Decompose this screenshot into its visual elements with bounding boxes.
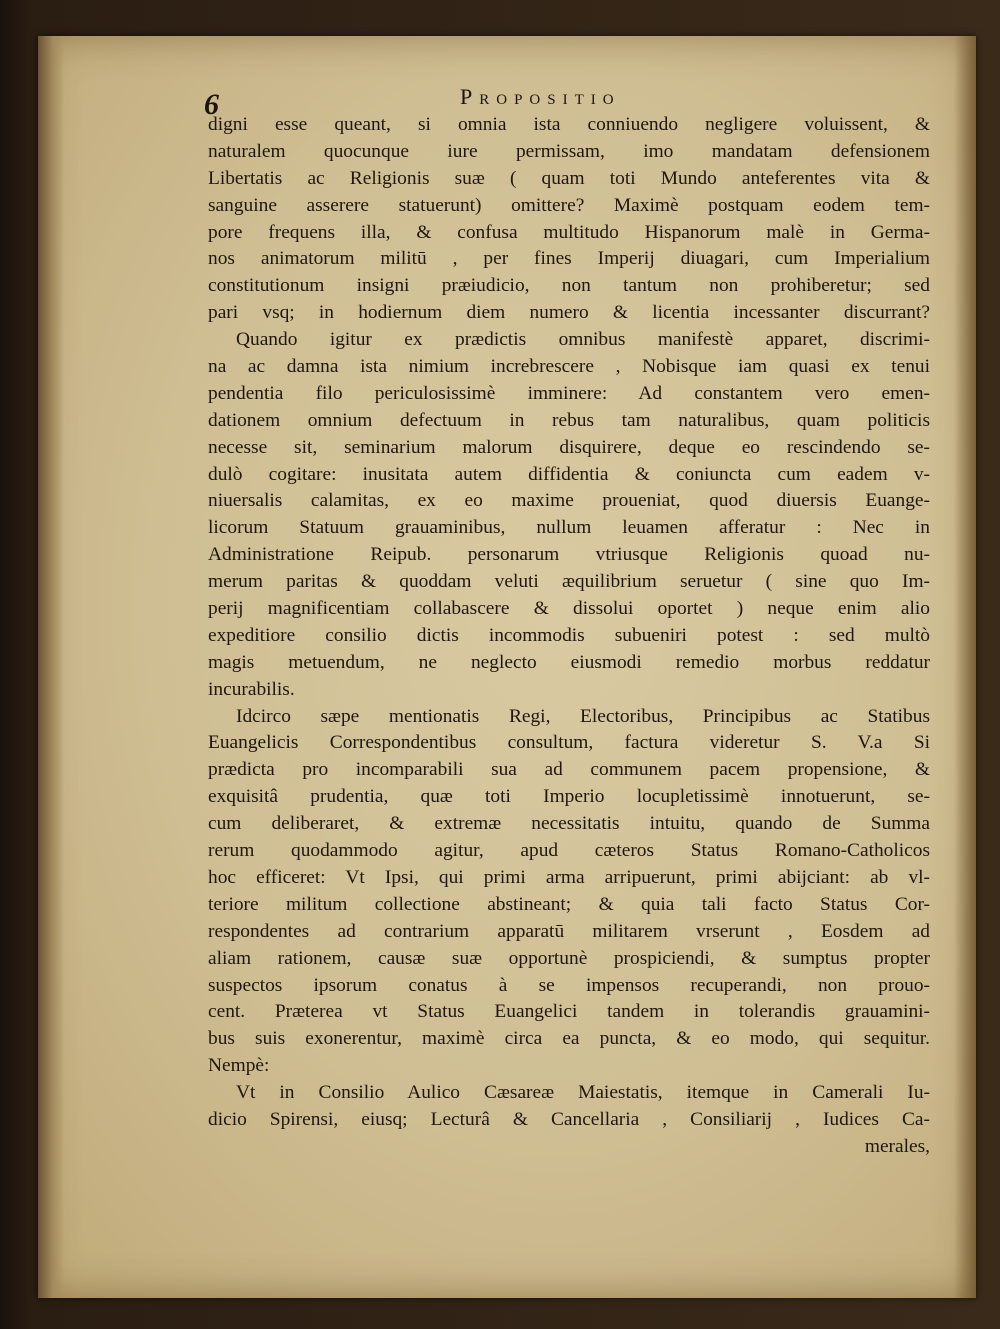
- text-line: expeditiore consilio dictis incommodis subueniri potest : sed multò: [208, 624, 930, 646]
- text-line: dationem omnium defectuum in rebus tam naturalibus, quam politicis: [208, 409, 930, 431]
- page-gutter-shadow: [38, 36, 64, 1298]
- text-line: pendentia filo periculosissimè imminere: Ad constantem vero emen-: [208, 382, 930, 404]
- text-line: perij magnificentiam collabascere & dissolui oportet ) neque enim alio: [208, 598, 930, 620]
- text-line: dicio Spirensi, eiusq; Lecturâ & Cancellaria , Consiliarij , Iudices Ca-: [208, 1108, 930, 1130]
- text-line: respondentes ad contrarium apparatū militarem vrserunt , Eosdem ad: [208, 920, 930, 942]
- text-line: sanguine asserere statuerunt) omittere? Maximè postquam eodem tem-: [208, 194, 930, 216]
- text-line: constitutionum insigni præiudicio, non tantum non prohiberetur; sed: [208, 275, 930, 297]
- text-line: dulò cogitare: inusitata autem diffidentia & coniuncta cum eadem v-: [208, 463, 930, 485]
- text-line: magis metuendum, ne neglecto eiusmodi remedio morbus reddatur: [208, 651, 930, 673]
- text-line: prædicta pro incomparabili sua ad communem pacem propensione, &: [208, 759, 930, 781]
- text-line: nos animatorum militū , per fines Imperij diuagari, cum Imperialium: [208, 248, 930, 270]
- text-line: pari vsq; in hodiernum diem numero & licentia incessanter discurrant?: [208, 302, 930, 324]
- text-line: licorum Statuum grauaminibus, nullum leuamen afferatur : Nec in: [208, 517, 930, 539]
- text-line: merum paritas & quoddam veluti æquilibrium seruetur ( sine quo Im-: [208, 571, 930, 593]
- text-line: Vt in Consilio Aulico Cæsareæ Maiestatis, itemque in Camerali Iu-: [236, 1082, 930, 1104]
- text-line: hoc efficeret: Vt Ipsi, qui primi arma arripuerunt, primi abijciant: ab vl-: [208, 866, 930, 888]
- text-line: Nempè:: [208, 1055, 270, 1077]
- text-line: Idcirco sæpe mentionatis Regi, Electoribus, Principibus ac Statibus: [236, 705, 930, 727]
- text-line: incurabilis.: [208, 678, 295, 700]
- text-line: na ac damna ista nimium increbrescere , Nobisque iam quasi ex tenui: [208, 356, 930, 378]
- text-line: bus suis exonerentur, maximè circa ea puncta, & eo modo, qui sequitur.: [208, 1028, 930, 1050]
- text-line: naturalem quocunque iure permissam, imo mandatam defensionem: [208, 140, 930, 162]
- text-line: necesse sit, seminarium malorum disquirere, deque eo rescindendo se-: [208, 436, 930, 458]
- book-page: [38, 36, 976, 1298]
- text-line: pore frequens illa, & confusa multitudo Hispanorum malè in Germa-: [208, 221, 930, 243]
- text-line: digni esse queant, si omnia ista conniuendo negligere voluissent, &: [208, 114, 930, 135]
- page-number: 6: [204, 88, 219, 121]
- text-line: Libertatis ac Religionis suæ ( quam toti Mundo anteferentes vita &: [208, 167, 930, 189]
- text-line: cent. Præterea vt Status Euangelici tandem in tolerandis grauamini-: [208, 1001, 930, 1023]
- running-head: Propositio: [460, 84, 621, 109]
- text-line: merales,: [864, 1135, 930, 1157]
- text-line: Administratione Reipub. personarum vtriusque Religionis quoad nu-: [208, 544, 930, 566]
- text-line: rerum quodammodo agitur, apud cæteros Status Romano-Catholicos: [208, 840, 930, 862]
- body-text: [208, 112, 930, 1161]
- text-line: aliam rationem, causæ suæ opportunè prospiciendi, & sumptus propter: [208, 947, 930, 969]
- text-line: exquisitâ prudentia, quæ toti Imperio locupletissimè innotuerunt, se-: [208, 786, 930, 808]
- page-edge-shadow: [954, 36, 976, 1298]
- text-line: niuersalis calamitas, ex eo maxime proueniat, quod diuersis Euange-: [208, 490, 930, 512]
- text-line: teriore militum collectione abstineant; & quia tali facto Status Cor-: [208, 893, 930, 915]
- text-line: suspectos ipsorum conatus à se impensos recuperandi, non prouo-: [208, 974, 930, 996]
- text-line: cum deliberaret, & extremæ necessitatis intuitu, quando de Summa: [208, 813, 930, 835]
- text-line: Quando igitur ex prædictis omnibus manifestè apparet, discrimi-: [236, 329, 930, 351]
- text-line: Euangelicis Correspondentibus consultum, factura videretur S. V.a Si: [208, 732, 930, 754]
